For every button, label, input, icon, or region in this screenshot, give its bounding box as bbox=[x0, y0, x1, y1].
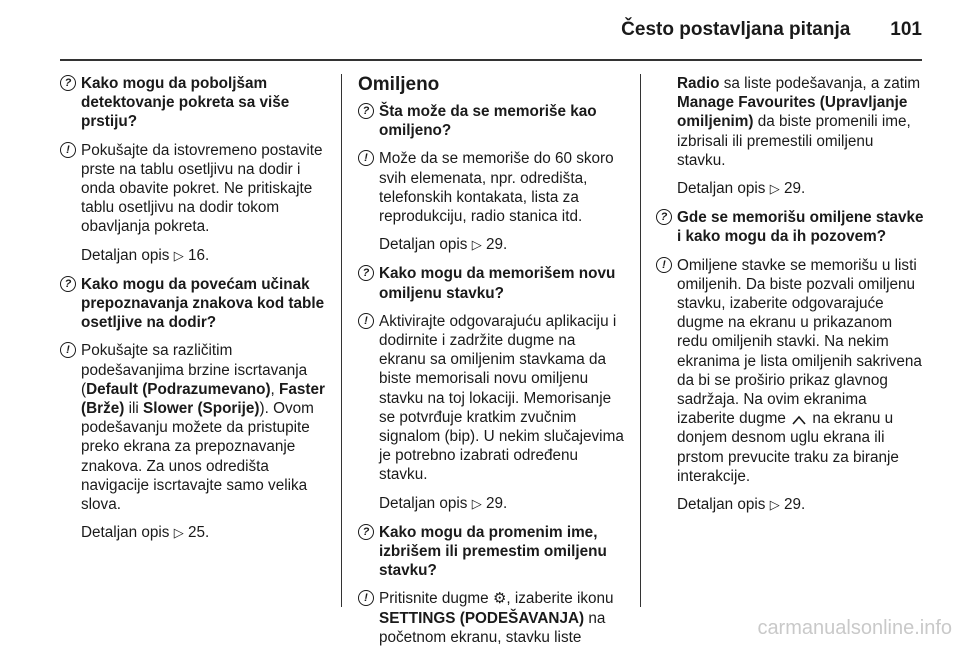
question-text: Kako mogu da poboljšam detektovanje pokreta sa više prstiju? bbox=[81, 75, 290, 131]
answer-block bbox=[60, 141, 328, 237]
reference-link[interactable]: 29. bbox=[783, 496, 806, 514]
reference-arrow-icon: ▷ bbox=[769, 181, 780, 197]
answer-icon: ! bbox=[358, 590, 374, 606]
column-1 bbox=[60, 74, 328, 552]
answer-block: ! Pokušajte sa različitim podešavanjima brzine iscrtavanja (Default (Podrazumevano), Faster (Brže) ili Slower (Sporije)). Ovom podešavanju možete da pristupite preko ekrana za prepoznavanje znakova. Za unos odredišta navigacije iscrtavajte samo velika slova. bbox=[60, 341, 328, 514]
answer-block bbox=[358, 149, 626, 226]
answer-text: Aktivirajte odgovarajuću aplikaciju i dodirnite i zadržite dugme na ekranu sa omiljenim stavkama da biste memorisali novu omiljenu stavku na toj lokaciji. Memorisanje se potvrđuje kratkim zvučnim signalom (bip). U nekim slučajevima je potrebno izabrati određenu stavku. bbox=[379, 312, 624, 484]
question-block bbox=[358, 102, 626, 140]
reference: Detaljan opis ▷ 29. bbox=[379, 236, 508, 254]
chevron-up-icon bbox=[790, 409, 808, 428]
question-block bbox=[358, 523, 626, 581]
reference-link[interactable]: 29. bbox=[485, 236, 508, 254]
gear-icon: ⚙ bbox=[492, 590, 507, 608]
reference-arrow-icon: ▷ bbox=[173, 247, 184, 263]
reference-link[interactable]: 16. bbox=[187, 246, 210, 264]
answer-block: ! Omiljene stavke se memorišu u listi omiljenih. Da biste pozvali omiljenu stavku, izaberite odgovarajuće dugme na ekranu u prikazanom redu omiljenih stavki. Na nekim ekranima je lista omiljenih sakrivena da bi se proširio prikaz glavnog sadržaja. Na ovim ekranima izaberite dugme na ekranu u donjem desnom uglu ekrana ili prstom prevucite traku za biranje interakcije. bbox=[656, 256, 924, 486]
question-block bbox=[60, 275, 328, 333]
reference: Detaljan opis ▷ 29. bbox=[677, 496, 806, 514]
question-block bbox=[358, 264, 626, 302]
reference-arrow-icon: ▷ bbox=[471, 237, 482, 253]
question-icon: ? bbox=[358, 265, 374, 281]
answer-text: Može da se memoriše do 60 skoro svih elemenata, npr. odredišta, telefonskih kontakata, lista za reprodukciju, radio stanica itd. bbox=[379, 150, 614, 226]
reference-arrow-icon: ▷ bbox=[471, 495, 482, 511]
reference: Detaljan opis ▷ 29. bbox=[379, 494, 508, 512]
page-header bbox=[60, 10, 922, 50]
question-text: Kako mogu da povećam učinak prepoznavanja znakova kod table osetljive na dodir? bbox=[81, 275, 325, 332]
answer-continuation: Radio sa liste podešavanja, a zatim Manage Favourites (Upravljanje omiljenim) da biste promenili ime, izbrisali ili premestili omiljenu stavku. bbox=[677, 75, 921, 169]
page-title: Često postavljana pitanja bbox=[621, 19, 851, 40]
answer-block: ! Pritisnite dugme ⚙, izaberite ikonu SETTINGS (PODEŠAVANJA) na početnom ekranu, stavku liste bbox=[358, 589, 626, 647]
reference: Detaljan opis ▷ 25. bbox=[81, 524, 210, 542]
header-divider bbox=[60, 59, 922, 61]
question-text: Kako mogu da memorišem novu omiljenu stavku? bbox=[379, 265, 616, 302]
question-block bbox=[60, 74, 328, 132]
question-text: Kako mogu da promenim ime, izbrišem ili premestim omiljenu stavku? bbox=[379, 523, 607, 580]
question-icon: ? bbox=[60, 276, 76, 292]
watermark: carmanualsonline.info bbox=[757, 617, 952, 639]
reference-link[interactable]: 29. bbox=[783, 180, 806, 198]
column-divider bbox=[640, 74, 641, 607]
reference: Detaljan opis ▷ 29. bbox=[677, 180, 806, 198]
question-icon: ? bbox=[60, 75, 76, 91]
question-icon: ? bbox=[656, 209, 672, 225]
answer-icon: ! bbox=[60, 142, 76, 158]
question-icon: ? bbox=[358, 524, 374, 540]
column-3 bbox=[656, 74, 924, 524]
reference-link[interactable]: 29. bbox=[485, 494, 508, 512]
question-icon: ? bbox=[358, 103, 374, 119]
answer-icon: ! bbox=[358, 313, 374, 329]
answer-icon: ! bbox=[656, 257, 672, 273]
answer-icon: ! bbox=[60, 342, 76, 358]
reference-link[interactable]: 25. bbox=[187, 524, 210, 542]
answer-icon: ! bbox=[358, 150, 374, 166]
question-block bbox=[656, 208, 924, 246]
answer-block bbox=[358, 312, 626, 485]
reference-arrow-icon: ▷ bbox=[769, 497, 780, 513]
question-text: Gde se memorišu omiljene stavke i kako mogu da ih pozovem? bbox=[677, 209, 924, 246]
page-number: 101 bbox=[890, 19, 922, 40]
question-text: Šta može da se memoriše kao omiljeno? bbox=[379, 103, 597, 140]
answer-text: Pokušajte da istovremeno postavite prste na tablu osetljivu na dodir i onda obavite pokret. Ne pritiskajte tablu osetljivu na dodir tokom obavljanja pokreta. bbox=[81, 141, 323, 236]
section-title: Omiljeno bbox=[358, 74, 440, 95]
reference: Detaljan opis ▷ 16. bbox=[81, 246, 210, 264]
column-2 bbox=[358, 74, 626, 656]
reference-arrow-icon: ▷ bbox=[173, 525, 184, 541]
column-divider bbox=[341, 74, 342, 607]
